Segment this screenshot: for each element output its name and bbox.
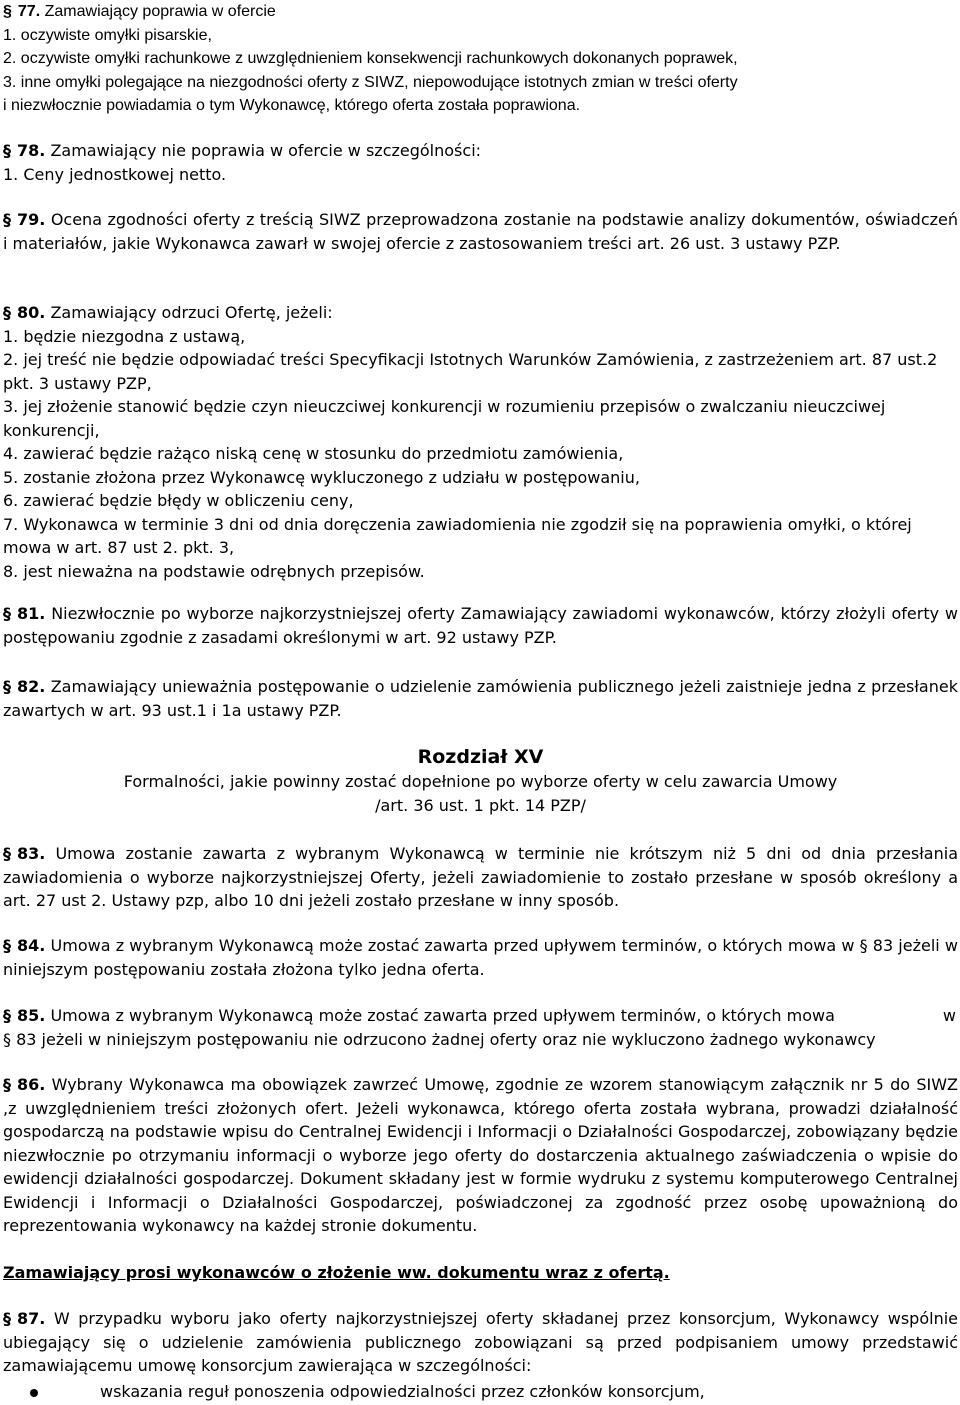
list-item: 8. jest nieważna na podstawie odrębnych przepisów. xyxy=(3,561,425,581)
section-77 xyxy=(3,0,958,118)
section-77-heading xyxy=(3,0,958,24)
chapter-reference: /art. 36 ust. 1 pkt. 14 PZP/ xyxy=(375,795,586,815)
paragraph-symbol: § xyxy=(3,604,11,623)
notice-text: Zamawiający prosi wykonawców o złożenie ww. dokumentu wraz z ofertą. xyxy=(3,1263,670,1282)
section-82 xyxy=(3,675,958,722)
section-heading-text: Zamawiający odrzuci Ofertę, jeżeli: xyxy=(50,303,333,322)
section-heading-text: Zamawiający poprawia w ofercie xyxy=(44,3,276,20)
section-text: Wybrany Wykonawca ma obowiązek zawrzeć Umowę, zgodnie ze wzorem stanowiącym załącznik nr 5 do SIWZ ,z uwzględnieniem treści złożonych ofert. Jeżeli wykonawca, którego oferta została wybrana, prowadzi działalność gospodarczą na podstawie wpisu do Centralnej Ewidencji i Informacji o Działalności Gospodarczej, zobowiązany będzie niezwłocznie po otrzymaniu informacji o wyborze jego oferty do dostarczenia aktualnego zaświadczenia o wpisie do ewidencji działalności gospodarczej. Dokument składany jest w formie wydruku z systemu komputerowego Centralnej Ewidencji i Informacji o Działalności Gospodarczej, poświadczonej za zgodność przez osobę upoważnioną do reprezentowania wykonawcy na każdej stronie dokumentu. xyxy=(3,1075,958,1235)
section-81 xyxy=(3,602,958,649)
section-number: 81. xyxy=(17,604,46,623)
section-number: 79. xyxy=(17,210,46,229)
section-text: W przypadku wyboru jako oferty najkorzystniejszej oferty składanej przez konsorcjum, Wykonawcy wspólnie ubiegający się o udzielenie zamówienia publicznego zobowiązani są przed podpisaniem umowy przedstawić zamawiającemu umowę konsorcjum zawierająca w szczególności: xyxy=(3,1309,958,1375)
list-item: 6. zawierać będzie błędy w obliczeniu ceny, xyxy=(3,491,354,510)
notice xyxy=(3,1261,958,1285)
section-83 xyxy=(3,842,958,913)
chapter-subtitle: Formalności, jakie powinny zostać dopełnione po wyborze oferty w celu zawarcia Umowy xyxy=(123,772,838,791)
bullet-text: wskazania reguł ponoszenia odpowiedzialności przez członków konsorcjum, xyxy=(100,1382,705,1401)
chapter-heading xyxy=(3,744,958,817)
section-number: 82. xyxy=(17,677,46,696)
paragraph-symbol: § xyxy=(3,303,11,322)
section-text: Umowa zostanie zawarta z wybranym Wykonawcą w terminie nie krótszym niż 5 dni od dnia przesłania zawiadomienia o wyborze najkorzystniejszej Oferty, jeżeli zawiadomienie to zostało przesłane w sposób określony a art. 27 ust 2. Ustawy pzp, albo 10 dni jeżeli zostało przesłane w inny sposób. xyxy=(3,844,958,910)
paragraph-symbol: § xyxy=(3,844,11,863)
section-number: 77. xyxy=(17,3,41,20)
paragraph-symbol: § xyxy=(3,936,11,955)
list-item: 7. Wykonawca w terminie 3 dni od dnia doręczenia zawiadomienia nie zgodził się na poprawienia omyłki, o której mowa w art. 87 ust 2. pkt. 3, xyxy=(3,514,912,557)
section-text-line-2: § 83 jeżeli w niniejszym postępowaniu nie odrzucono żadnej oferty oraz nie wykluczono żadnego wykonawcy xyxy=(3,1029,876,1049)
paragraph-symbol: § xyxy=(3,210,11,229)
paragraph-symbol: § xyxy=(3,3,12,20)
section-number: 84. xyxy=(17,936,46,955)
bullet-icon xyxy=(30,1389,38,1397)
section-number: 87. xyxy=(17,1309,46,1328)
section-86 xyxy=(3,1073,958,1238)
section-number: 80. xyxy=(17,303,46,322)
section-85 xyxy=(3,1004,958,1051)
section-84 xyxy=(3,934,958,981)
section-87 xyxy=(3,1307,958,1378)
paragraph-symbol: § xyxy=(3,1075,11,1094)
section-text: Zamawiający unieważnia postępowanie o udzielenie zamówienia publicznego jeżeli zaistnieje jedna z przesłanek zawartych w art. 93 ust.1 i 1a ustawy PZP. xyxy=(3,677,958,720)
list-item: 1. Ceny jednostkowej netto. xyxy=(3,164,227,184)
section-heading-text: Zamawiający nie poprawia w ofercie w szczególności: xyxy=(50,141,482,160)
section-number: 85. xyxy=(17,1006,46,1025)
list-item: 1. oczywiste omyłki pisarskie, xyxy=(3,26,212,44)
list-item: i niezwłocznie powiadamia o tym Wykonawcę, którego oferta została poprawiona. xyxy=(3,97,581,114)
section-78 xyxy=(3,139,958,186)
section-79 xyxy=(3,208,958,255)
paragraph-symbol: § xyxy=(3,677,11,696)
paragraph-symbol: § xyxy=(3,141,11,160)
section-text: Niezwłocznie po wyborze najkorzystniejszej oferty Zamawiający zawiadomi wykonawców, którzy złożyli oferty w postępowaniu zgodnie z zasadami określonymi w art. 92 ustawy PZP. xyxy=(3,604,958,647)
list-item: 1. będzie niezgodna z ustawą, xyxy=(3,326,246,346)
section-80 xyxy=(3,301,958,583)
section-number: 78. xyxy=(17,141,46,160)
chapter-title: Rozdział XV xyxy=(417,746,544,768)
list-item: 3. inne omyłki polegające na niezgodności oferty z SIWZ, niepowodujące istotnych zmian w treści oferty xyxy=(3,73,738,91)
section-text: Umowa z wybranym Wykonawcą może zostać zawarta przed upływem terminów, o których mowa w § 83 jeżeli w niniejszym postępowaniu została złożona tylko jedna oferta. xyxy=(3,936,958,979)
list-item xyxy=(30,1380,930,1403)
section-number: 86. xyxy=(17,1075,46,1094)
section-text-line-1: Umowa z wybranym Wykonawcą może zostać zawarta przed upływem terminów, o których mowa xyxy=(50,1006,835,1025)
list-item: 2. jej treść nie będzie odpowiadać treści Specyfikacji Istotnych Warunków Zamówienia, z zastrzeżeniem art. 87 ust.2 pkt. 3 ustawy PZP, xyxy=(3,350,938,393)
section-text: Ocena zgodności oferty z treścią SIWZ przeprowadzona zostanie na podstawie analizy dokumentów, oświadczeń i materiałów, jakie Wykonawca zawarł w swojej ofercie z zastosowaniem treści art. 26 ust. 3 ustawy PZP. xyxy=(3,210,959,253)
section-text-line-1-end: w xyxy=(942,1006,956,1025)
list-item: 2. oczywiste omyłki rachunkowe z uwzględnieniem konsekwencji rachunkowych dokonanych poprawek, xyxy=(3,50,738,67)
list-item: 5. zostanie złożona przez Wykonawcę wykluczonego z udziału w postępowaniu, xyxy=(3,467,640,487)
paragraph-symbol: § xyxy=(3,1309,11,1328)
list-item: 4. zawierać będzie rażąco niską cenę w stosunku do przedmiotu zamówienia, xyxy=(3,444,624,463)
section-number: 83. xyxy=(17,844,46,863)
paragraph-symbol: § xyxy=(3,1006,11,1025)
list-item: 3. jej złożenie stanowić będzie czyn nieuczciwej konkurencji w rozumieniu przepisów o zwalczaniu nieuczciwej konkurencji, xyxy=(3,397,886,440)
